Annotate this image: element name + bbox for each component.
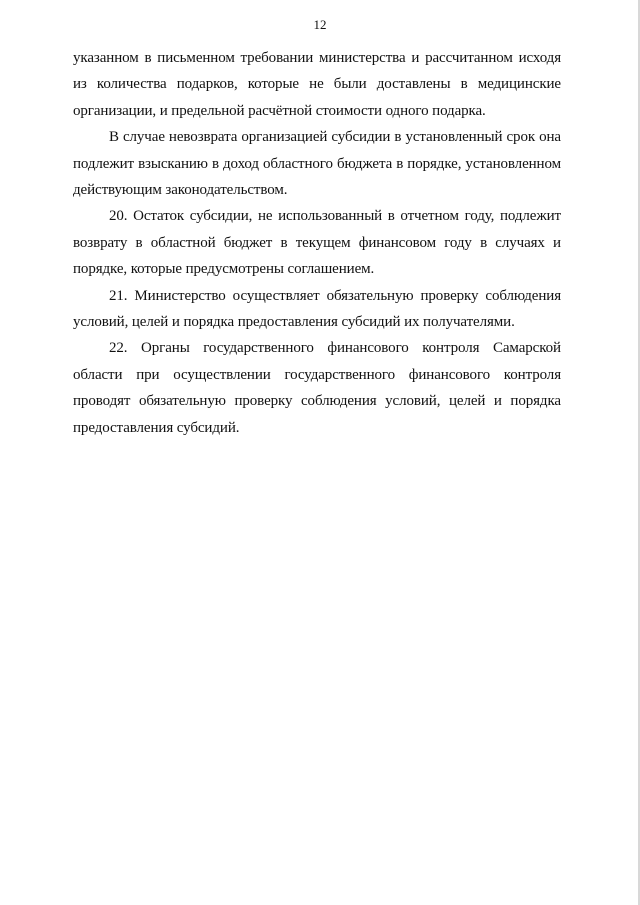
page-number: 12 — [313, 17, 327, 32]
paragraph-clause-22: 22. Органы государственного финансового контроля Самарской области при осуществлении государственного финансового контроля проводят обязательную проверку соблюдения условий, целей и порядка предоставления субсидий. — [73, 340, 561, 436]
paragraph-non-return: В случае невозврата организацией субсидии в установленный срок она подлежит взысканию в доход областного бюджета в порядке, установленном действующим законодательством. — [73, 129, 561, 199]
document-body — [73, 45, 561, 441]
paragraph-clause-21: 21. Министерство осуществляет обязательную проверку соблюдения условий, целей и порядка предоставления субсидий их получателями. — [73, 287, 561, 331]
paragraph-continuation: указанном в письменном требовании министерства и рассчитанном исходя из количества подарков, которые не были доставлены в медицинские организации, и предельной расчётной стоимости одного подарка. — [73, 50, 561, 119]
paragraph-clause-20: 20. Остаток субсидии, не использованный в отчетном году, подлежит возврату в областной бюджет в текущем финансовом году в случаях и порядке, которые предусмотрены соглашением. — [73, 208, 561, 278]
